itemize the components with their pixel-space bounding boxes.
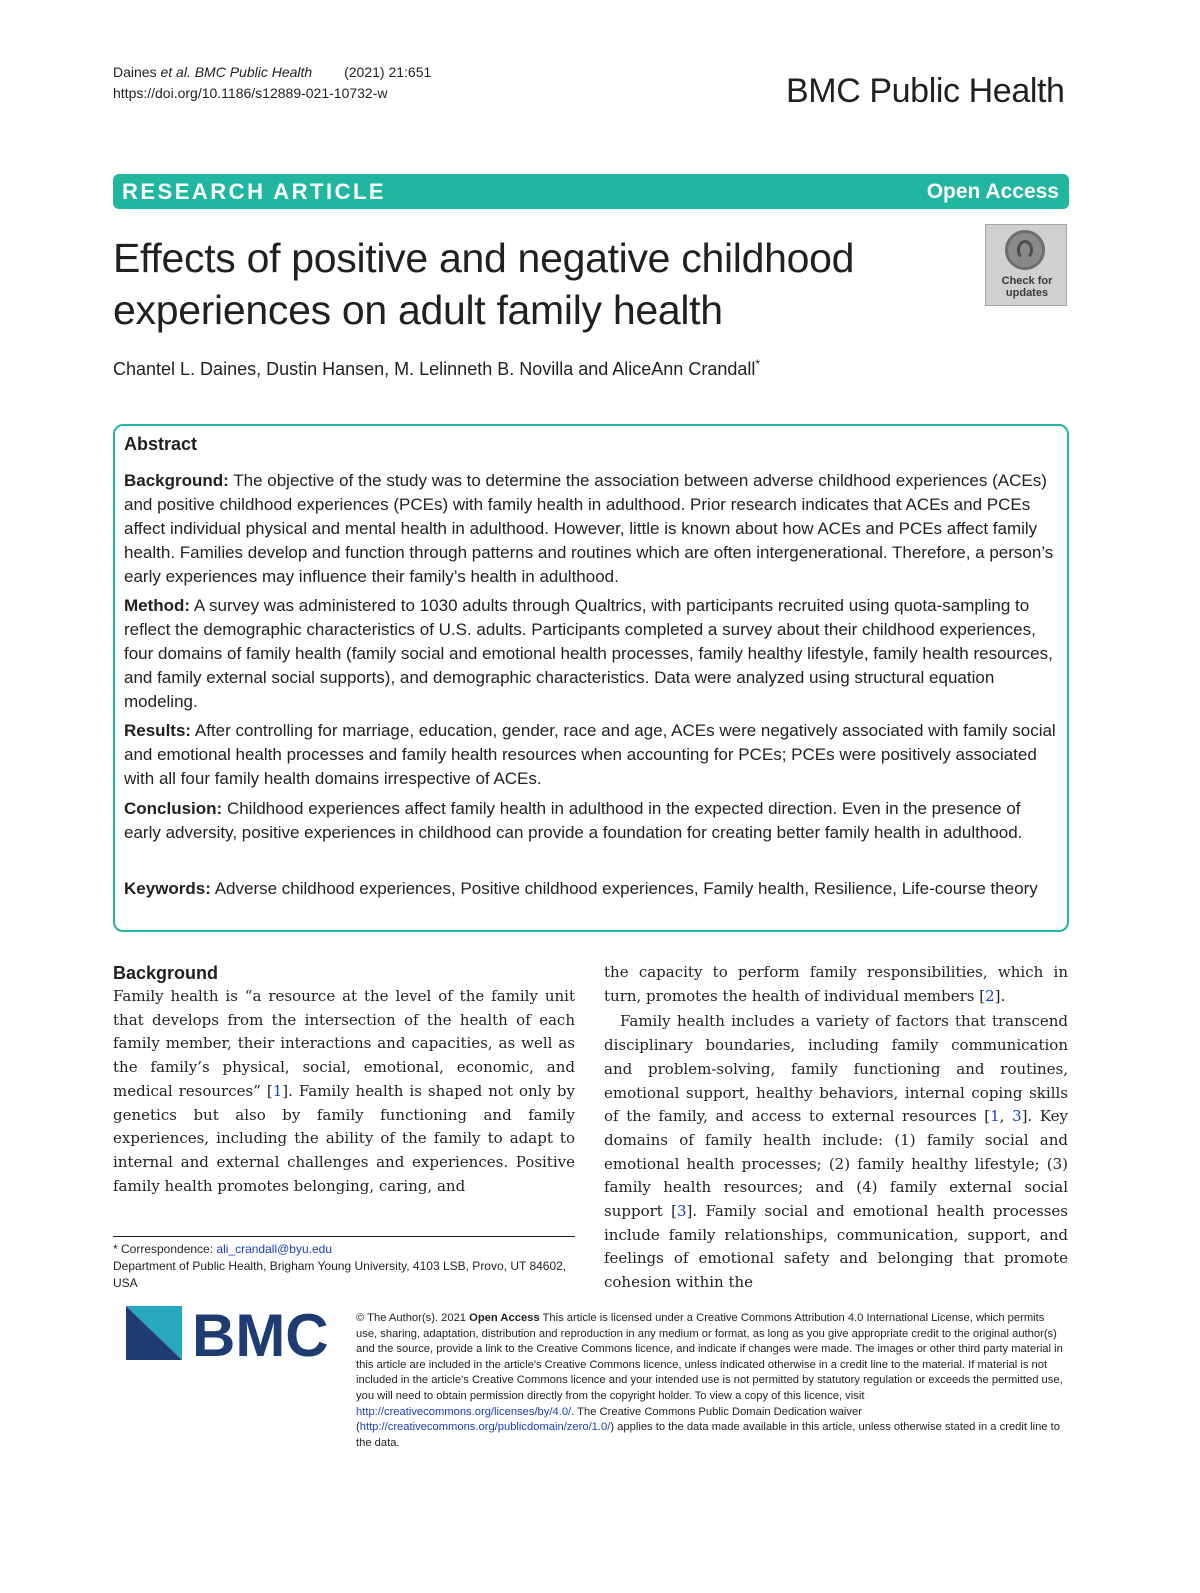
keywords-text: Adverse childhood experiences, Positive childhood experiences, Family health, Resilience, Life-course theory <box>210 879 1038 898</box>
open-access-label: Open Access <box>926 180 1059 203</box>
running-year-volume: (2021) 21:651 <box>344 64 432 80</box>
badge-label <box>986 275 1068 299</box>
authors-text: Chantel L. Daines, Dustin Hansen, M. Lelinneth B. Novilla and AliceAnn Crandall <box>113 359 756 379</box>
body-paragraph-2 <box>604 1010 1068 1294</box>
correspondence-email[interactable]: ali_crandall@byu.edu <box>216 1242 332 1256</box>
check-for-updates-badge[interactable] <box>985 224 1067 306</box>
doi-link[interactable]: https://doi.org/10.1186/s12889-021-10732-w <box>113 85 388 101</box>
running-journal: BMC Public Health <box>194 64 313 80</box>
p1-text-c: the capacity to perform family responsibilities, which in turn, promotes the health of individual members [ <box>604 963 1068 1005</box>
license-text-b: . The Creative Commons Public Domain Dedication waiver ( <box>356 1405 862 1434</box>
article-type-banner <box>113 174 1069 209</box>
p1-text-d: ]. <box>994 986 1006 1005</box>
p1-text-b: ]. Family health is shaped not only by genetics but also by family functioning and family experiences, including the ability of the family to adapt to internal and external challenges and experiences. Positive family health promotes belonging, caring, and <box>113 1081 575 1195</box>
affiliation: Department of Public Health, Brigham Young University, 4103 LSB, Provo, UT 84602, USA <box>113 1259 567 1290</box>
body-paragraph-1-left <box>113 985 575 1198</box>
abstract-heading: Abstract <box>124 434 198 454</box>
conclusion-label: Conclusion: <box>124 799 223 818</box>
citation-link[interactable]: 2 <box>985 986 995 1005</box>
crossmark-icon <box>1005 230 1045 270</box>
p1-text-a: Family health is “a resource at the level of the family unit that develops from the intersection of the health of each family member, their interactions and capacities, as well as the family’s physical, social, emotional, economic, and medical resources” [ <box>113 987 575 1100</box>
p2-text-c: ]. Family social and emotional health processes include family relationships, communication, support, and feelings of emotional safety and belonging that promote cohesion within the <box>604 1202 1068 1292</box>
body-column-left <box>113 961 575 1198</box>
conclusion-text: Childhood experiences affect family health in adulthood in the expected direction. Even in the presence of early adversity, positive experiences in childhood can provide a foundation for creating better family health in adulthood. <box>124 799 1023 842</box>
running-etal: et al. <box>160 64 191 80</box>
license-statement <box>356 1311 1064 1451</box>
license-text-a: This article is licensed under a Creative Commons Attribution 4.0 International License, which permits use, sharing, adaptation, distribution and reproduction in any medium or format, as long as you give appropriate credit to the original author(s) and the source, provide a link to the Creative Commons licence, and indicate if changes were made. The images or other third party material in this article are included in the article's Creative Commons licence, unless indicated otherwise in a credit line to the material. If material is not included in the article's Creative Commons licence and your intended use is not permitted by statutory regulation or exceeds the permitted use, you will need to obtain permission directly from the copyright holder. To view a copy of this licence, visit <box>356 1312 1063 1402</box>
article-title <box>113 232 963 336</box>
badge-line-1: Check for <box>1001 275 1053 287</box>
running-head <box>113 62 431 104</box>
citation-link[interactable]: 1 <box>272 1081 283 1100</box>
abstract-results <box>124 719 1057 791</box>
correspondence-footnote <box>113 1241 575 1292</box>
bmc-logo <box>126 1304 336 1362</box>
citation-link[interactable]: 3 <box>676 1202 687 1221</box>
p2-text-a: Family health includes a variety of factors that transcend disciplinary boundaries, including family communication and problem-solving, family functioning and routines, emotional support, healthy behaviors, internal coping skills of the family, and access to external resources [ <box>604 1012 1068 1126</box>
logo-text: BMC <box>192 1304 329 1362</box>
journal-brand: BMC Public Health <box>786 72 1065 110</box>
method-label: Method: <box>124 596 191 615</box>
open-access-bold: Open Access <box>469 1312 540 1324</box>
cc-by-link[interactable]: http://creativecommons.org/licenses/by/4.0/ <box>356 1405 572 1418</box>
keywords-label: Keywords: <box>124 879 211 898</box>
copyright-text: © The Author(s). 2021 <box>356 1312 470 1324</box>
footnote-rule <box>113 1236 575 1237</box>
cc-zero-link[interactable]: http://creativecommons.org/publicdomain/zero/1.0/ <box>359 1421 611 1434</box>
corresponding-mark: * <box>755 357 761 371</box>
abstract-keywords <box>124 877 1057 901</box>
abstract-method <box>124 594 1057 714</box>
p2-text-b: ]. Key domains of family health include: (1) family social and emotional health processes; (2) family healthy lifestyle; (3) family health resources; and (4) family external social support [ <box>604 1107 1068 1221</box>
body-column-right <box>604 961 1068 1295</box>
section-heading-background: Background <box>113 963 219 983</box>
abstract-background <box>124 469 1057 589</box>
background-label: Background: <box>124 471 229 490</box>
results-text: After controlling for marriage, education, gender, race and age, ACEs were negatively associated with family social and emotional health processes and family health resources when accounting for PCEs; PCEs were positively associated with all four family health domains irrespective of ACEs. <box>124 721 1056 788</box>
article-type-label: RESEARCH ARTICLE <box>122 179 387 204</box>
body-paragraph-1-right <box>604 961 1068 1008</box>
license-text-c: ) applies to the data made available in this article, unless otherwise stated in a credit line to the data. <box>356 1421 1060 1449</box>
citation-line <box>113 62 431 83</box>
running-author: Daines <box>113 64 161 80</box>
p2-sep: , <box>999 1107 1013 1126</box>
title-line-1: Effects of positive and negative childhood <box>113 235 855 281</box>
correspondence-label: * Correspondence: <box>113 1242 217 1256</box>
badge-line-2: updates <box>1005 287 1049 299</box>
author-list <box>113 357 760 380</box>
citation-link[interactable]: 3 <box>1012 1107 1022 1126</box>
abstract-conclusion <box>124 797 1057 845</box>
title-line-2: experiences on adult family health <box>113 287 723 333</box>
method-text: A survey was administered to 1030 adults through Qualtrics, with participants recruited using quota-sampling to reflect the demographic characteristics of U.S. adults. Participants completed a survey about their childhood experiences, four domains of family health (family social and emotional health processes, family healthy lifestyle, family health resources, and family external social supports), and demographic characteristics. Data were analyzed using structural equation modeling. <box>124 596 1053 711</box>
results-label: Results: <box>124 721 192 740</box>
background-text: The objective of the study was to determine the association between adverse childhood experiences (ACEs) and positive childhood experiences (PCEs) with family health in adulthood. Prior research indicates that ACEs and PCEs affect individual physical and mental health in adulthood. However, little is known about how ACEs and PCEs affect family health. Families develop and function through patterns and routines which are often intergenerational. Therefore, a person’s early experiences may influence their family’s health in adulthood. <box>124 471 1054 586</box>
correspondence-line <box>113 1241 575 1258</box>
citation-link[interactable]: 1 <box>990 1107 1000 1126</box>
